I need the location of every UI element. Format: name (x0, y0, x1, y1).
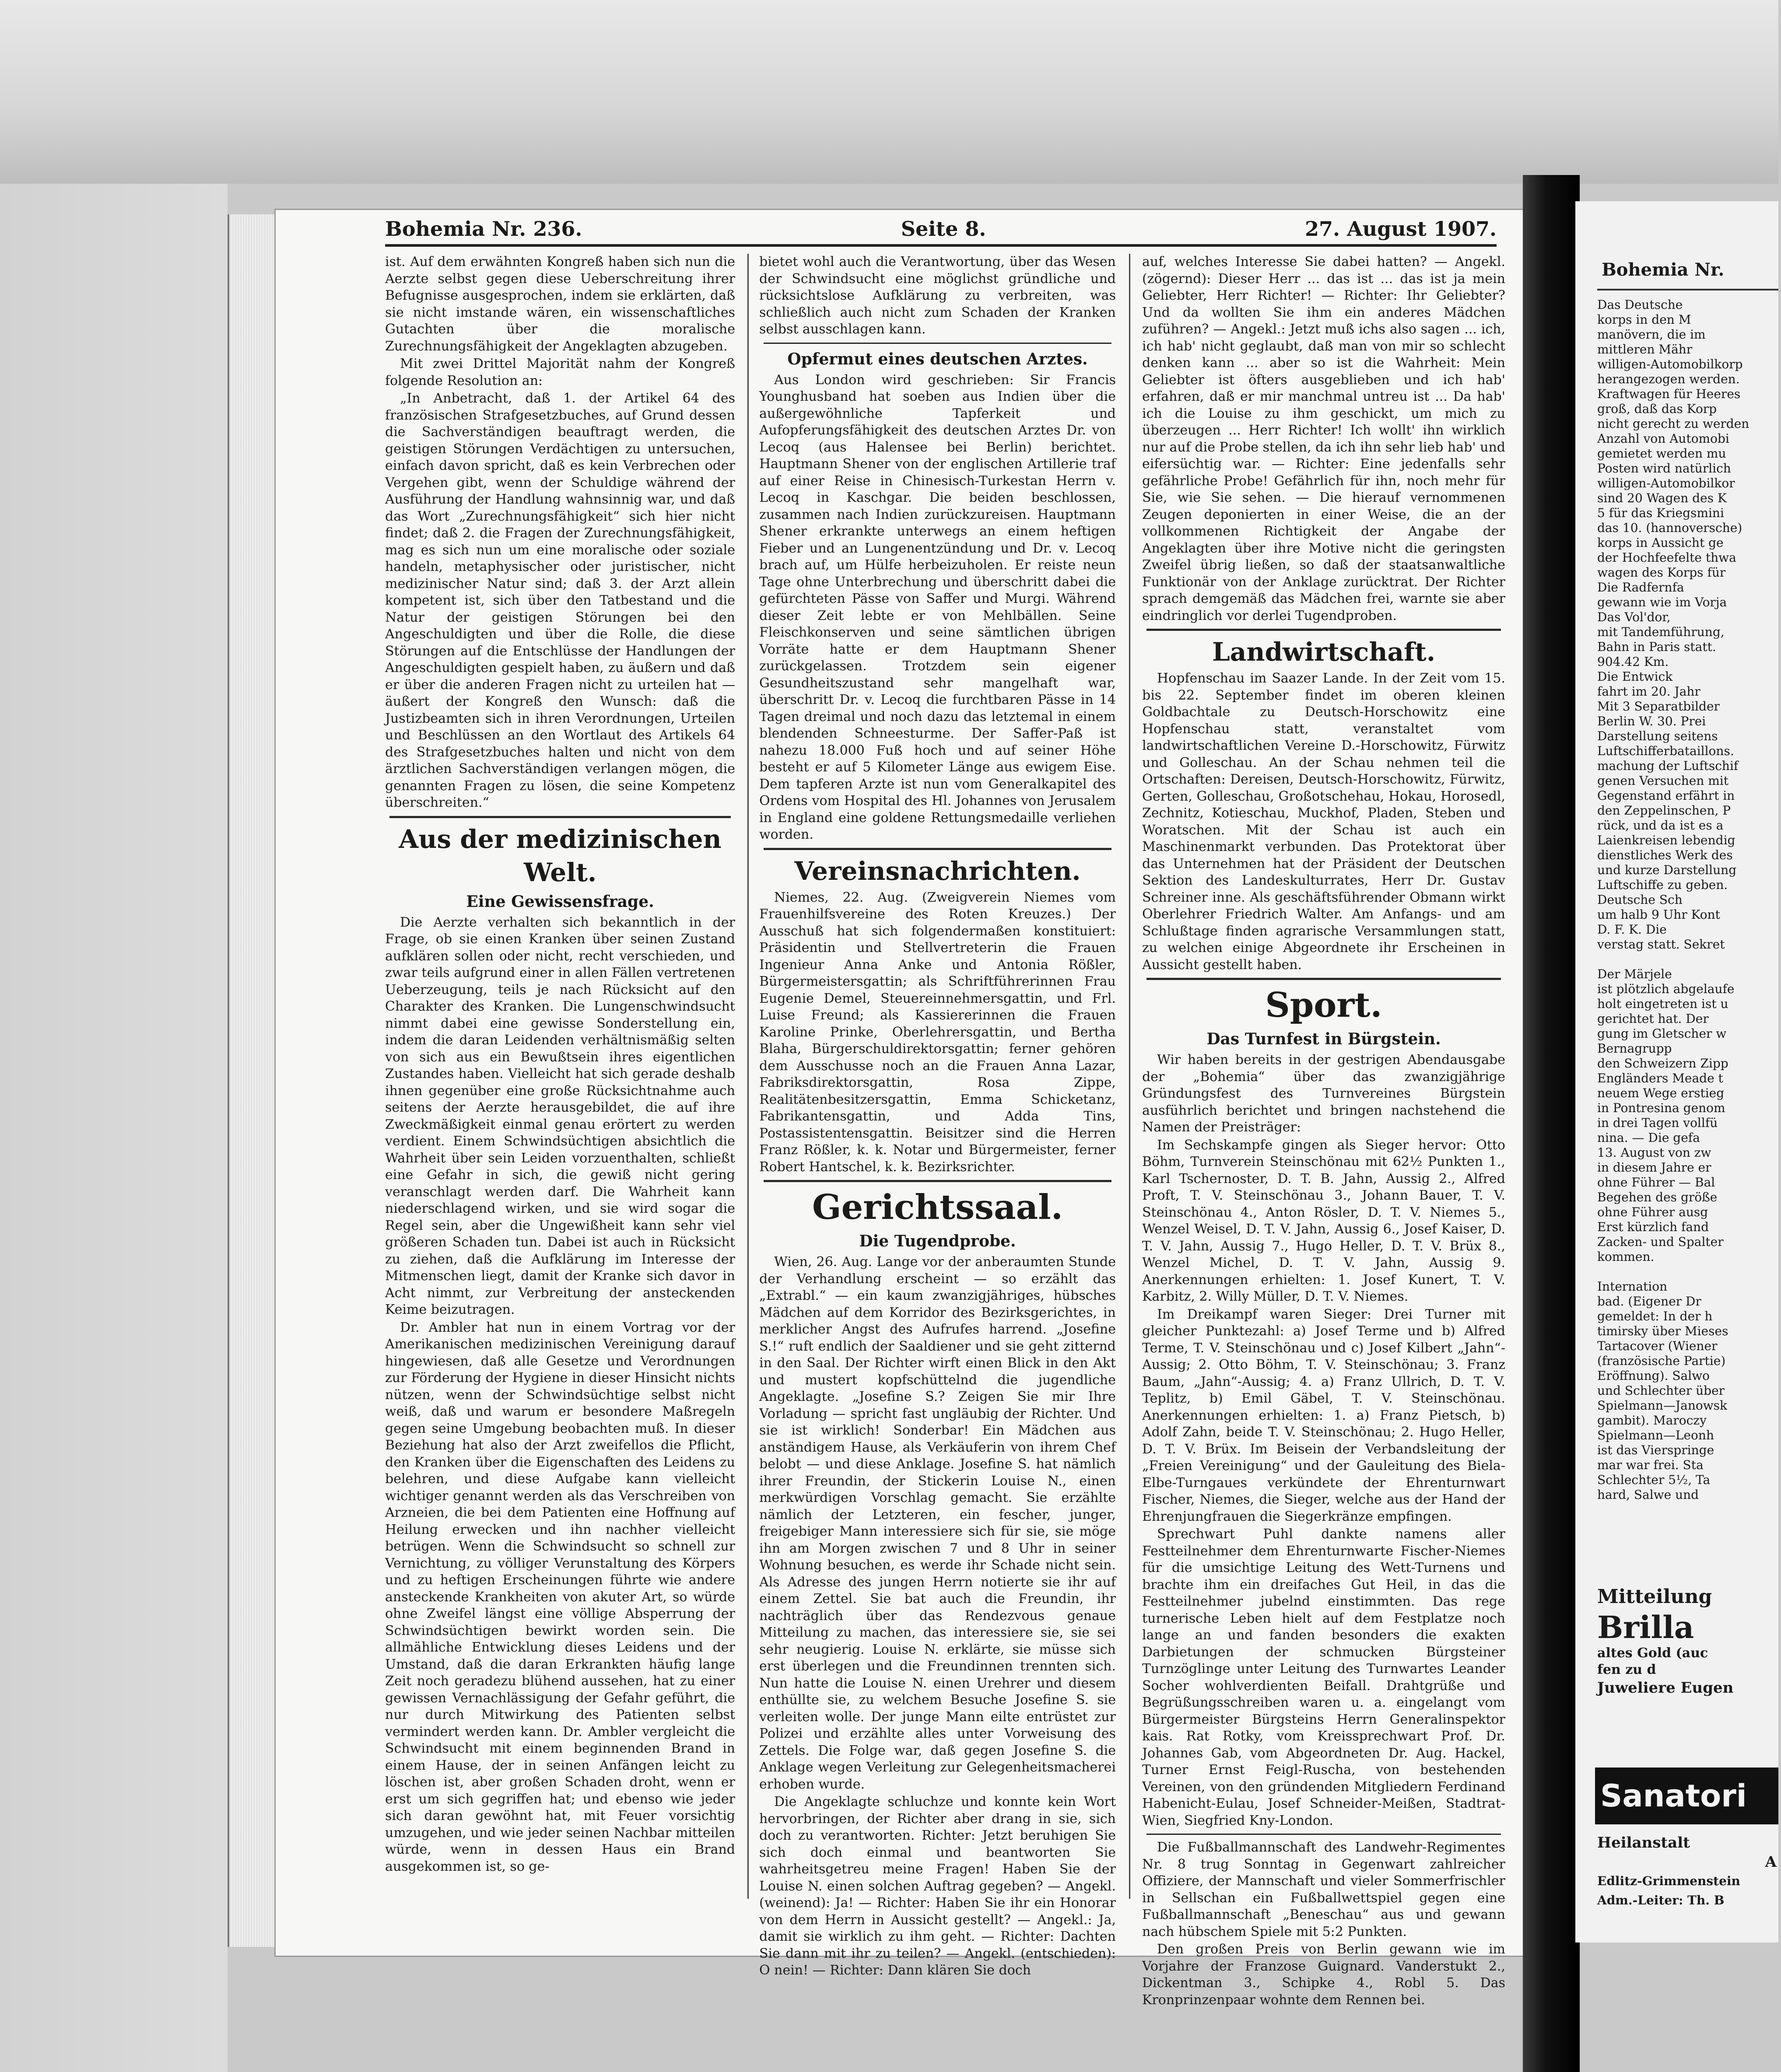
paragraph: bietet wohl auch die Verantwortung, über das Wesen der Schwindsucht eine möglichst gründliche und rücksichtslose Aufklärung zu verbreiten, was schließlich auch nicht zum Schaden der Kranken selbst ausschlagen kann. (759, 254, 1116, 337)
facing-page-line: Erst kürzlich fand (1597, 1220, 1709, 1234)
facing-page-line: Gegenstand erfährt in (1597, 788, 1735, 803)
ad-line: Adm.-Leiter: Th. B (1597, 1893, 1725, 1908)
section-rule (389, 816, 731, 818)
facing-page-line: korps in Aussicht ge (1597, 536, 1724, 550)
facing-page-line: ist plötzlich abgelaufe (1597, 982, 1735, 996)
facing-page-line: willigen-Automobilkor (1597, 476, 1735, 490)
paragraph: Den großen Preis von Berlin gewann wie im Vorjahre der Franzose Guignard. Vanderstukt 2., Dickentman 3., Schipke 4., Robl 5. Das Kronprinzenpaar wohnte dem Rennen bei. (1142, 1942, 1505, 2008)
facing-page-line: Das Vol'dor, (1597, 610, 1671, 624)
article-rule (764, 343, 1111, 344)
facing-page-line: ohne Führer — Bal (1597, 1175, 1715, 1190)
section-title: Vereinsnachrichten. (794, 856, 1081, 886)
header-left: Bohemia Nr. 236. (385, 217, 582, 241)
facing-page-line: 5 für das Kriegsmini (1597, 506, 1724, 520)
facing-page-line: den Schweizern Zipp (1597, 1056, 1728, 1071)
facing-page-line: mittleren Mähr (1597, 342, 1693, 357)
header-center: Seite 8. (901, 217, 986, 241)
paragraph: Wien, 26. Aug. Lange vor der anberaumten Stunde der Verhandlung erscheint — so erzählt das „Extrabl.“ — ein kaum zwanzigjähriges, hübsches Mädchen auf dem Korridor des Bezirksgerichtes, in merklicher Angst des Aufrufes harrend. „Josefine S.!“ ruft endlich der Saaldiener und sie geht zitternd in den Saal. Der Richter wirft einen Blick in den Akt und mustert kopfschüttelnd die jugendliche Angeklagte. „Josefine S.? Zeigen Sie mir Ihre Vorladung — spricht fast ungläubig der Richter. Und sie ist wirklich! Sonderbar! Ein Mädchen aus anständigem Hause, als Verkäuferin von ihrem Chef belobt — und diese Anklage. Josefine S. hat nämlich ihrer Freundin, der Stickerin Louise N., einen merkwürdigen Vorschlag gemacht. Sie erzählte nämlich der Letzteren, ein fescher, junger, freigebiger Mann interessiere sich für sie, sie möge ihn am Morgen zwischen 7 und 8 Uhr in seiner Wohnung besuchen, es werde ihr Schade nicht sein. Als Adresse des jungen Herrn notierte sie ihr auf einem Zettel. Sie bat auch die Freundin, ihr nachträglich über das Rendezvous genaue Mitteilung zu machen, das interessiere sie, sie sei sehr neugierig. Louise N. erklärte, sie müsse sich erst überlegen und die Freundinnen trennten sich. Nun hatte die Louise N. einen Urehrer und diesem enthüllte sie, zu welchem Besuche Josefine S. sie verleiten wolle. Der junge Mann eilte entrüstet zur Polizei und erzählte alles unter Vorweisung des Zettels. Die Folge war, daß gegen Josefine S. die Anklage wegen Verleitung zur Gelegenheitsmacherei erhoben wurde. (759, 1254, 1116, 1792)
facing-page-line: Engländers Meade t (1597, 1071, 1723, 1085)
facing-page-text (1597, 298, 1777, 1502)
facing-page-line: gewann wie im Vorja (1597, 595, 1727, 609)
paragraph: Aus London wird geschrieben: Sir Francis Younghusband hat soeben aus Indien über die außergewöhnliche Tapferkeit und Aufopferungsfähigkeit des deutschen Arztes Dr. von Lecoq (aus Halensee bei Berlin) berichtet. Hauptmann Shener von der englischen Artillerie traf auf einer Reise in Chinesisch-Turkestan Herrn v. Lecoq in Kaschgar. Die beiden beschlossen, zusammen nach Indien zurückzureisen. Hauptmann Shener erkrankte unterwegs an einem heftigen Fieber und an Lungenentzündung und Dr. v. Lecoq brach auf, um Hülfe herbeizuholen. Er reiste neun Tage ohne Unterbrechung und überschritt dabei die gefürchteten Pässe von Saffer und Murgi. Während dieser Zeit lebte er von Mehlbällen. Seine Fleischkonserven und seine sämtlichen übrigen Vorräte hatte er dem Hauptmann Shener zurückgelassen. Trotzdem sein eigener Gesundheitszustand sehr mangelhaft war, überschritt Dr. v. Lecoq die furchtbaren Pässe in 14 Tagen dreimal und noch dazu das letztemal in einem blendenden Schneesturme. Der Saffer-Paß ist nahezu 18.000 Fuß hoch und auf seiner Höhe besteht er auf 5 Kilometer Länge aus ewigem Eise. Dem tapferen Arzte ist nun vom Generalkapitel des Ordens vom Hospital des Hl. Johannes von Jerusalem in England eine goldene Rettungsmedaille verliehen worden. (759, 372, 1116, 842)
paragraph: Die Aerzte verhalten sich bekanntlich in der Frage, ob sie einen Kranken über seinen Zustand aufklären sollen oder nicht, recht verschieden, und zwar teils aufgrund einer in allen Fällen vertretenen Ueberzeugung, teils je nach Rücksicht auf den Charakter des Kranken. Die Lungenschwindsucht nimmt dabei eine gewisse Sonderstellung ein, indem die daran Leidenden verhältnismäßig selten von sich aus ein Bewußtsein ihres eigentlichen Zustandes haben. Vielleicht hat sich gerade deshalb ihnen gegenüber eine große Rücksichtnahme auch seitens der Aerzte herausgebildet, die auf ihre Zweckmäßigkeit einmal genau erörtert zu werden verdient. Einem Schwindsüchtigen absichtlich die Wahrheit über sein Leiden vorzuenthalten, schließt eine Gefahr in sich, die gewiß nicht gering veranschlagt werden darf. Die Wahrheit kann niederschlagend wirken, und sie wird sogar die Regel sein, aber die Ungewißheit kann sehr viel größeren Schaden tun. Dabei ist auch in Rücksicht zu ziehen, daß die Aufklärung im Interesse der Mitmenschen liegt, damit der Kranke sich davor in Acht nimmt, zur Verbreitung der ansteckenden Keime beizutragen. (385, 914, 735, 1317)
paragraph: Die Angeklagte schluchze und konnte kein Wort hervorbringen, der Richter aber drang in sie, sich doch zu verantworten. Richter: Jetzt beruhigen Sie sich doch einmal und beantworten Sie wahrheitsgetreu meine Fragen! Haben Sie der Louise N. einen solchen Auftrag gegeben? — Angekl. (weinend): Ja! — Richter: Haben Sie ihr ein Honorar von dem Herrn in Aussicht gestellt? — Angekl.: Ja, damit sie wirklich zu ihm geht. — Richter: Dachten Sie dann mit ihr zu teilen? — Angekl. (entschieden): O nein! — Richter: Dann klären Sie doch (759, 1794, 1116, 1978)
article-title: Das Turnfest in Bürgstein. (1206, 1030, 1441, 1048)
facing-page-line: fahrt im 20. Jahr (1597, 684, 1700, 699)
paragraph: ist. Auf dem erwähnten Kongreß haben sich nun die Aerzte selbst gegen diese Ueberschreitung ihrer Befugnisse ausgesprochen, indem sie erklärten, daß sie nicht imstande wären, ein wissenschaftliches Gutachten über die moralische Zurechnungsfähigkeit der Angeklagten abzugeben. (385, 254, 735, 354)
facing-page-line: mar war frei. Sta (1597, 1458, 1704, 1472)
section-title: Aus der medizinischen Welt. (399, 824, 722, 887)
facing-page-line: genen Versuchen mit (1597, 774, 1729, 788)
paragraph: Dr. Ambler hat nun in einem Vortrag vor der Amerikanischen medizinischen Vereinigung darauf hingewiesen, daß alle Gesetze und Verordnungen zur Förderung der Hygiene in dieser Hinsicht nichts nützen, wenn der Schwindsüchtige selbst nicht weiß, daß und warum er besondere Maßregeln gegen seine Umgebung beobachten muß. In dieser Beziehung hat also der Arzt zweifellos die Pflicht, den Kranken über die Eigenschaften des Leidens zu belehren, und diese Aufgabe kann vielleicht wichtiger genannt werden als das Verschreiben von Arzneien, die bei dem Patienten eine Hoffnung auf Heilung erwecken und ihn nachher vielleicht betrügen. Wenn die Schwindsucht so schnell zur Vernichtung, zu völliger Verunstaltung des Körpers und zu heftigen Erscheinungen führte wie andere ansteckende Krankheiten von akuter Art, so würde ohne Zweifel längst eine völlige Absperrung der Schwindsüchtigen bewirkt worden sein. Die allmähliche Entwicklung dieses Leidens und der Umstand, daß die daran Erkrankten häufig lange Zeit noch geradezu blühend aussehen, hat zu einer gewissen Vernachlässigung der Gefahr geführt, die nur durch Mitwirkung des Patienten selbst vermindert werden kann. Dr. Ambler vergleicht die Schwindsucht mit einem beginnenden Brand in einem Hause, der in seinen Anfängen leicht zu löschen ist, aber großen Schaden droht, wenn er erst um sich gegriffen hat; und ebenso wie jeder sich daran gewöhnt hat, mit Feuer vorsichtig umzugehen, und wie jeder seinen Nachbar mitteilen würde, wenn in dessen Haus ein Brand ausgekommen ist, so ge- (385, 1320, 735, 1874)
ad-line: altes Gold (auc (1597, 1645, 1708, 1661)
facing-page-line: bad. (Eigener Dr (1597, 1294, 1701, 1309)
section-rule (1146, 978, 1501, 980)
facing-page-line: gemeldet: In der h (1597, 1309, 1713, 1323)
facing-page-line: ist das Vierspringe (1597, 1443, 1714, 1457)
facing-page-line: Die Entwick (1597, 669, 1673, 684)
facing-page-line: (französische Partie) (1597, 1354, 1726, 1368)
facing-page-line: Zacken- und Spalter (1597, 1235, 1724, 1249)
header-rule (385, 244, 1497, 247)
article-title: Opfermut eines deutschen Arztes. (787, 350, 1088, 368)
column-rule (747, 254, 749, 1899)
paragraph: Sprechwart Puhl dankte namens aller Festteilnehmer dem Ehrenturnwarte Fischer-Niemes für die umsichtige Leitung des Wett-Turnens und brachte ihm ein dreifaches Gut Heil, in das die Festteilnehmer jubelnd einstimmten. Das rege turnerische Leben hielt auf dem Festplatze noch lange an und fanden besonders die exakten Darbietungen der schmucken Bürgsteiner Turnzöglinge unter Leitung des Turnwartes Leander Socher wohlverdienten Beifall. Drahtgrüße und Begrüßungsschreiben waren u. a. eingelangt vom Bürgermeister Bürgsteins Herrn Generalinspektor kais. Rat Rotky, vom Kreissprechwart Prof. Dr. Johannes Gab, vom Abgeordneten Dr. Aug. Hackel, Turner Ernst Feigl-Ruscha, von bestehenden Vereinen, von den gründenden Mitgliedern Ferdinand Habenicht-Eulau, Josef Schneider-Meißen, Stadtrat-Wien, Siegfried Kny-London. (1142, 1526, 1505, 1828)
facing-page-line: Luftschifferbataillons. (1597, 744, 1734, 758)
scan-background-left (0, 184, 228, 2072)
facing-page-line: Luftschiffe zu geben. (1597, 878, 1728, 892)
column-3 (1142, 254, 1505, 2008)
advertisement-jeweler (1597, 1584, 1777, 1698)
facing-page-line: Die Radfernfa (1597, 580, 1684, 595)
facing-page-line: holt eingetreten ist u (1597, 997, 1728, 1011)
section-rule (764, 848, 1111, 850)
facing-page-line: um halb 9 Uhr Kont (1597, 907, 1720, 922)
paragraph: Mit zwei Drittel Majorität nahm der Kongreß folgende Resolution an: (385, 356, 735, 388)
facing-page-line: in Pontresina genom (1597, 1101, 1725, 1115)
facing-page-line: Der Märjele (1597, 967, 1672, 981)
ad-line: Brilla (1597, 1609, 1694, 1645)
paragraph: auf, welches Interesse Sie dabei hatten? — Angekl. (zögernd): Dieser Herr ... das ist ... das ist ja mein Geliebter, Herr Richter! — Richter: Ihr Geliebter? Und da wollten Sie ihm ein anderes Mädchen zuführen? — Angekl.: Jetzt muß ichs also sagen ... ich, ich hab' nicht geglaubt, daß man von mir so schlecht denken kann ... aber so ist die Wahrheit: Mein Geliebter ist öfters ausgeblieben und ich hab' erfahren, daß er mir manchmal untreu ist ... Da hab' ich die Louise zu ihm geschickt, um mich zu überzeugen ... Herr Richter! Ich wollt' ihn wirklich nur auf die Probe stellen, da ich ihn sehr lieb hab' und eifersüchtig war. — Richter: Eine jedenfalls sehr gefährliche Probe! Gefährlich für ihn, noch mehr für Sie, wie Sie sehen. — Die hierauf vernommenen Zeugen deponierten in einer Weise, die an der vollkommenen Richtigkeit der Angabe der Angeklagten über ihre Motive nicht die geringsten Zweifel übrig ließen, so daß der staatsanwaltliche Funktionär von der Anklage zurücktrat. Der Richter sprach demgemäß das Mädchen frei, warnte sie aber eindringlich vor derlei Tugendproben. (1142, 254, 1505, 623)
section-rule (764, 1180, 1111, 1182)
facing-page-line (1597, 952, 1777, 967)
facing-page-line: dienstliches Werk des (1597, 848, 1733, 862)
facing-page-line: D. F. K. Die (1597, 922, 1667, 937)
facing-page-line: Deutsche Sch (1597, 892, 1683, 907)
column-rule (1129, 254, 1130, 1899)
book-page-edges (228, 214, 276, 1947)
facing-page-line: und Schlechter über (1597, 1383, 1725, 1398)
scan-background-top (0, 0, 1778, 184)
facing-page-line: nina. — Die gefa (1597, 1130, 1700, 1145)
facing-page-line: sind 20 Wagen des K (1597, 491, 1727, 505)
column-2 (759, 254, 1116, 1978)
facing-page-line: nicht gerecht zu werden (1597, 416, 1749, 431)
facing-page-header: Bohemia Nr. (1602, 259, 1725, 280)
facing-page-line: Begehen des größe (1597, 1190, 1718, 1204)
paragraph: „In Anbetracht, daß 1. der Artikel 64 des französischen Strafgesetzbuches, auf Grund dessen die Sachverständigen beauftragt werden, die geistigen Störungen Verdächtigen zu untersuchen, einfach davon spricht, daß es kein Verbrechen oder Vergehen gibt, wenn der Schuldige während der Ausführung der Handlung wahnsinnig war, und daß das Wort „Zurechnungsfähigkeit“ sich hier nicht findet; daß 2. die Fragen der Zurechnungsfähigkeit, mag es sich nun um eine moralische oder soziale handeln, metaphysischer oder juristischer, nicht medizinischer Natur sind; daß 3. der Arzt allein kompetent ist, sich über den Tatbestand und die Natur der geistigen Störungen bei den Angeschuldigten und über die Rolle, die diese Störungen auf die Entschlüsse der Handlungen der Angeschuldigten gespielt haben, zu äußern und daß er über die anderen Fragen nicht zu urteilen hat — äußert der Kongreß den Wunsch: daß die Justizbeamten sich in ihren Verordnungen, Urteilen und Beschlüssen an den Wortlaut des Artikels 64 des Strafgesetzbuches halten und nicht von dem ärztlichen Sachverständigen verlangen mögen, die genannten Fragen zu lösen, die seine Kompetenz überschreiten.“ (385, 391, 735, 810)
facing-page-line: Bernagrupp (1597, 1041, 1672, 1056)
facing-page-line: Spielmann—Janowsk (1597, 1398, 1728, 1413)
facing-page-line: timirsky über Mieses (1597, 1324, 1728, 1338)
facing-page-line: gerichtet hat. Der (1597, 1012, 1709, 1026)
ad-line: Juweliere Eugen (1597, 1679, 1734, 1697)
facing-page-line: ohne Führer ausg (1597, 1205, 1708, 1219)
facing-page-line: Kraftwagen für Heeres (1597, 387, 1741, 401)
facing-page-line: 13. August von zw (1597, 1145, 1711, 1160)
facing-page-line: Mit 3 Separatbilder (1597, 699, 1720, 714)
article-title: Eine Gewissensfrage. (466, 892, 654, 911)
facing-page-line: und kurze Darstellung (1597, 863, 1737, 877)
paragraph: Niemes, 22. Aug. (Zweigverein Niemes vom Frauenhilfsvereine des Roten Kreuzes.) Der Ausschuß hat sich folgendermaßen konstituiert: Präsidentin und Stellvertreterin die Frauen Ingenieur Anna Anke und Antonia Rößler, Bürgermeistersgattin; als Schriftführerinnen Frau Eugenie Demel, Steuereinnehmersgattin, und Frl. Luise Freund; als Kassiererinnen die Frauen Karoline Prinke, Oberlehrersgattin, und Bertha Blaha, Bürgerschuldirektorsgattin; ferner gehören dem Ausschusse noch an die Frauen Anna Lazar, Fabriksdirektorsgattin, Rosa Zippe, Realitätenbesitzersgattin, Emma Schicketanz, Fabrikantensgattin, und Adda Tins, Postassistentensgattin. Beisitzer sind die Herren Franz Rößler, k. k. Notar und Bürgermeister, ferner Robert Hantschel, k. k. Bezirksrichter. (759, 889, 1116, 1175)
facing-page-line: in drei Tagen vollfü (1597, 1116, 1718, 1130)
facing-page-line: Das Deutsche (1597, 298, 1683, 312)
paragraph: Im Dreikampf waren Sieger: Drei Turner mit gleicher Punktezahl: a) Josef Terme und b) Alfred Terme, T. V. Steinschönau und c) Josef Kilbert „Jahn“-Aussig; 2. Otto Böhm, T. V. Steinschönau; 3. Franz Baum, „Jahn“-Aussig; 4. a) Franz Ullrich, D. T. V. Teplitz, b) Emil Gäbel, T. V. Steinschönau. Anerkennungen erhielten: 1. a) Franz Pietsch, b) Adolf Zahn, beide T. V. Steinschönau; 2. Hugo Heller, D. T. V. Brüx. Im Beisein der Verbandsleitung der „Freien Vereinigung“ und der Gauleitung des Biela-Elbe-Turngaues verkündete der Ehrenturnwart Fischer, Niemes, die Sieger, welche aus der Hand der Ehrenjungfrauen die Siegerkränze empfingen. (1142, 1306, 1505, 1524)
facing-page-line: hard, Salwe und (1597, 1488, 1699, 1502)
newspaper-page (276, 210, 1527, 2008)
facing-page-line: Posten wird natürlich (1597, 461, 1731, 476)
page-header (385, 214, 1497, 241)
ad-line: A (1765, 1853, 1777, 1871)
section-title: Gerichtssaal. (812, 1187, 1063, 1227)
paragraph: Wir haben bereits in der gestrigen Abendausgabe der „Bohemia“ über das zwanzigjährige Gründungsfest des Turnvereines Bürgstein ausführlich berichtet und bringen nachstehend die Namen der Preisträger: (1142, 1052, 1505, 1135)
facing-page-line: gung im Gletscher w (1597, 1026, 1727, 1041)
facing-page-line: Bahn in Paris statt. (1597, 640, 1716, 654)
facing-page-line: Eröffnung). Salwo (1597, 1368, 1710, 1383)
facing-page-line: wagen des Korps für (1597, 565, 1726, 580)
facing-page-line: in diesem Jahre er (1597, 1160, 1711, 1175)
facing-page-line: 904.42 Km. (1597, 654, 1669, 669)
facing-page-line: Berlin W. 30. Prei (1597, 714, 1706, 728)
facing-page-line (1597, 1264, 1777, 1279)
facing-page-line: manövern, die im (1597, 327, 1706, 342)
facing-page-line: willigen-Automobilkorp (1597, 357, 1743, 371)
facing-page-line: groß, daß das Korp (1597, 402, 1717, 416)
facing-page-line: den Zeppelinschen, P (1597, 803, 1731, 818)
facing-page-line: gambit). Maroczy (1597, 1413, 1707, 1428)
facing-page-line: Darstellung seitens (1597, 729, 1718, 743)
facing-page-line: Schlechter 5½, Ta (1597, 1473, 1711, 1487)
paragraph: Hopfenschau im Saazer Lande. In der Zeit vom 15. bis 22. September findet im oberen kleinen Goldbachtale zu Deutsch-Horschowitz eine Hopfenschau statt, veranstaltet vom landwirtschaftlichen Vereine D.-Horschowitz, Fürwitz und Golleschau. An der Schau nehmen teil die Ortschaften: Dereisen, Deutsch-Horschowitz, Fürwitz, Gerten, Golleschau, Großotschehau, Hokau, Horosedl, Zechnitz, Kotieschau, Muckhof, Pladen, Steben und Woratschen. Mit der Schau ist auch ein Maschinenmarkt verbunden. Das Protektorat über das Unternehmen hat der Präsident der Deutschen Sektion des Landeskulturrates, Herr Dr. Gustav Schreiner inne. Als geschäftsführender Obmann wirkt Oberlehrer Friedrich Walter. Am Anfangs- und am Schlußtage finden agrarische Versammlungen statt, zu welchen einige Abgeordnete ihr Erscheinen in Aussicht gestellt haben. (1142, 671, 1505, 973)
facing-page-line: Tartacover (Wiener (1597, 1339, 1718, 1353)
facing-page-line: kommen. (1597, 1250, 1655, 1264)
facing-page-line: mit Tandemführung, (1597, 625, 1725, 639)
paragraph: Im Sechskampfe gingen als Sieger hervor: Otto Böhm, Turnverein Steinschönau mit 62½ Punkten 1., Karl Tschernoster, D. T. B. Jahn, Aussig 2., Alfred Proft, T. V. Steinschönau 3., Johann Bauer, T. V. Steinschönau 4., Anton Rösler, D. T. V. Niemes 5., Wenzel Weisel, D. T. V. Jahn, Aussig 6., Josef Kaiser, D. T. V. Jahn, Aussig 7., Hugo Heller, D. T. V. Brüx 8., Wenzel Michel, D. T. V. Jahn, Aussig 9. Anerkennungen erhielten: 1. Josef Kunert, T. V. Karbitz, 2. Willy Müller, D. T. V. Niemes. (1142, 1137, 1505, 1304)
facing-page-line: herangezogen werden. (1597, 372, 1740, 386)
paragraph: Die Fußballmannschaft des Landwehr-Regimentes Nr. 8 trug Sonntag in Gegenwart zahlreicher Offiziere, der Mannschaft und vieler Sommerfrischler in Sellschan ein Fußballwettspiel gegen eine Fußballmannschaft „Beneschau“ aus und gewann nach hübschem Spiele mit 5:2 Punkten. (1142, 1840, 1505, 1939)
facing-page-line: korps in den M (1597, 312, 1691, 327)
facing-page-line: das 10. (hannoversche) (1597, 521, 1742, 535)
section-title: Landwirtschaft. (1212, 637, 1436, 667)
advertisement-sanatorium (1597, 1833, 1777, 1910)
facing-page-line: machung der Luftschif (1597, 759, 1739, 773)
facing-page-line: Spielmann—Leonh (1597, 1428, 1714, 1442)
header-right: 27. August 1907. (1304, 217, 1497, 241)
book-spine (1523, 175, 1580, 2072)
column-1 (385, 254, 735, 1925)
facing-page-line: gemietet werden mu (1597, 446, 1726, 461)
facing-page-line: Internation (1597, 1279, 1668, 1294)
ad-line: fen zu d (1597, 1662, 1656, 1677)
article-rule (1146, 1834, 1501, 1835)
facing-page-line: rück, und da ist es a (1597, 818, 1724, 833)
advertisement-sanatorium-banner: Sanatori (1595, 1768, 1778, 1824)
facing-page-rule (1597, 289, 1778, 290)
facing-page-line: verstag statt. Sekret (1597, 937, 1725, 952)
facing-page-line: Anzahl von Automobi (1597, 431, 1729, 446)
article-title: Die Tugendprobe. (859, 1232, 1016, 1250)
ad-line: Heilanstalt (1597, 1834, 1690, 1852)
ad-line: Edlitz-Grimmenstein (1597, 1874, 1740, 1888)
facing-page-line: neuem Wege erstieg (1597, 1086, 1725, 1100)
facing-page-line: der Hochfeefelte thwa (1597, 550, 1736, 565)
ad-line: Mitteilung (1597, 1586, 1712, 1608)
facing-page-line: Laienkreisen lebendig (1597, 833, 1735, 847)
section-rule (1146, 629, 1501, 631)
facing-page (1575, 201, 1778, 1942)
section-title: Sport. (1265, 985, 1382, 1025)
